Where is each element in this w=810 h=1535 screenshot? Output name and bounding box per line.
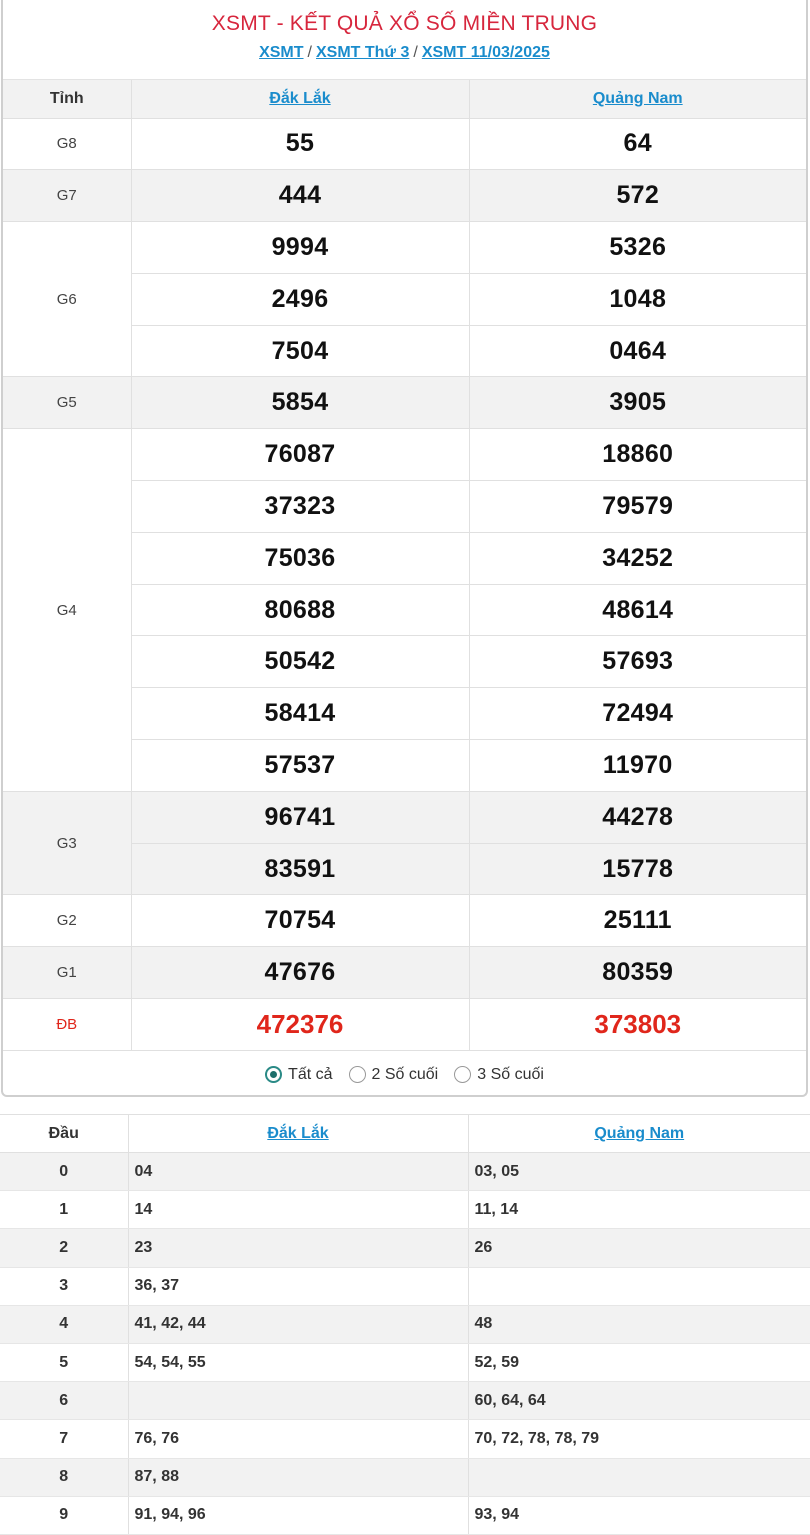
results-panel	[1, 0, 808, 1097]
special-prize-number: 472376	[131, 999, 469, 1051]
page-title: XSMT - KẾT QUẢ XỔ SỐ MIỀN TRUNG	[211, 12, 598, 35]
prize-row	[3, 118, 806, 170]
loto-values-b: 60, 64, 64	[468, 1382, 810, 1420]
loto-values-a	[128, 1382, 468, 1420]
prize-number: 11970	[469, 740, 806, 792]
column-header-province-a	[131, 80, 469, 118]
results-body	[3, 118, 806, 1050]
prize-number: 572	[469, 170, 806, 222]
prize-number: 3905	[469, 377, 806, 429]
loto-column-header-a	[128, 1115, 468, 1153]
prize-row	[3, 429, 806, 481]
prize-number: 34252	[469, 532, 806, 584]
loto-dau: 0	[0, 1153, 128, 1191]
filter-option-label: 2 Số cuối	[371, 1065, 439, 1083]
prize-number: 57693	[469, 636, 806, 688]
loto-values-b: 93, 94	[468, 1496, 810, 1534]
prize-label: G1	[3, 947, 131, 999]
column-header-dau: Đầu	[0, 1115, 128, 1153]
prize-number: 80688	[131, 584, 469, 636]
prize-number: 5326	[469, 222, 806, 274]
prize-number: 58414	[131, 688, 469, 740]
loto-dau: 5	[0, 1343, 128, 1381]
loto-values-b	[468, 1267, 810, 1305]
results-header-row	[3, 80, 806, 118]
column-header-province-b	[469, 80, 806, 118]
loto-row	[0, 1191, 810, 1229]
prize-label: G6	[3, 222, 131, 377]
breadcrumb-link-date[interactable]: XSMT 11/03/2025	[421, 44, 550, 61]
loto-row	[0, 1420, 810, 1458]
prize-number: 44278	[469, 791, 806, 843]
prize-number: 75036	[131, 532, 469, 584]
loto-values-b: 11, 14	[468, 1191, 810, 1229]
prize-number: 15778	[469, 843, 806, 895]
prize-number: 7504	[131, 325, 469, 377]
prize-number: 79579	[469, 481, 806, 533]
loto-row	[0, 1382, 810, 1420]
prize-number: 5854	[131, 377, 469, 429]
digit-filter-group	[3, 1051, 806, 1099]
loto-values-b	[468, 1458, 810, 1496]
breadcrumb-link-xsmt[interactable]: XSMT	[259, 44, 304, 61]
loto-values-a: 23	[128, 1229, 468, 1267]
results-header	[3, 0, 806, 80]
filter-option-1[interactable]	[349, 1066, 439, 1084]
prize-number: 444	[131, 170, 469, 222]
loto-values-a: 54, 54, 55	[128, 1343, 468, 1381]
loto-dau: 4	[0, 1305, 128, 1343]
loto-row	[0, 1496, 810, 1534]
prize-row	[3, 791, 806, 843]
loto-values-a: 04	[128, 1153, 468, 1191]
filter-option-label: Tất cả	[288, 1065, 333, 1083]
loto-dau: 6	[0, 1382, 128, 1420]
prize-number: 55	[131, 118, 469, 170]
breadcrumb-link-weekday[interactable]: XSMT Thứ 3	[315, 44, 410, 61]
prize-number: 47676	[131, 947, 469, 999]
breadcrumb	[3, 44, 806, 62]
radio-unselected-icon[interactable]	[349, 1066, 366, 1083]
prize-row	[3, 222, 806, 274]
loto-table	[0, 1114, 810, 1535]
prize-number: 0464	[469, 325, 806, 377]
prize-row	[3, 947, 806, 999]
loto-values-b: 52, 59	[468, 1343, 810, 1381]
filter-option-2[interactable]	[454, 1066, 544, 1084]
loto-row	[0, 1153, 810, 1191]
prize-label: G2	[3, 895, 131, 947]
prize-number: 96741	[131, 791, 469, 843]
loto-province-link-quang-nam[interactable]: Quảng Nam	[594, 1124, 685, 1142]
radio-selected-icon[interactable]	[265, 1066, 282, 1083]
loto-row	[0, 1305, 810, 1343]
results-table	[3, 80, 806, 1051]
loto-values-b: 48	[468, 1305, 810, 1343]
loto-values-a: 87, 88	[128, 1458, 468, 1496]
loto-row	[0, 1267, 810, 1305]
loto-row	[0, 1343, 810, 1381]
prize-number: 72494	[469, 688, 806, 740]
prize-label: G8	[3, 118, 131, 170]
prize-row	[3, 895, 806, 947]
loto-province-link-dak-lak[interactable]: Đắk Lắk	[267, 1124, 329, 1142]
special-prize-number: 373803	[469, 999, 806, 1051]
filter-option-label: 3 Số cuối	[477, 1065, 544, 1083]
breadcrumb-separator: /	[307, 44, 312, 61]
loto-dau: 7	[0, 1420, 128, 1458]
column-header-province: Tỉnh	[3, 80, 131, 118]
loto-panel	[0, 1114, 810, 1535]
loto-values-a: 14	[128, 1191, 468, 1229]
prize-number: 2496	[131, 273, 469, 325]
loto-dau: 2	[0, 1229, 128, 1267]
loto-values-a: 91, 94, 96	[128, 1496, 468, 1534]
prize-row	[3, 170, 806, 222]
loto-row	[0, 1458, 810, 1496]
prize-number: 50542	[131, 636, 469, 688]
loto-dau: 8	[0, 1458, 128, 1496]
breadcrumb-separator: /	[413, 44, 418, 61]
province-link-quang-nam[interactable]: Quảng Nam	[592, 89, 683, 107]
prize-number: 9994	[131, 222, 469, 274]
prize-number: 18860	[469, 429, 806, 481]
prize-row	[3, 377, 806, 429]
prize-number: 25111	[469, 895, 806, 947]
prize-label: G7	[3, 170, 131, 222]
prize-number: 70754	[131, 895, 469, 947]
loto-dau: 1	[0, 1191, 128, 1229]
prize-number: 83591	[131, 843, 469, 895]
prize-label: G5	[3, 377, 131, 429]
prize-label: G4	[3, 429, 131, 792]
prize-row	[3, 999, 806, 1051]
prize-number: 37323	[131, 481, 469, 533]
prize-number: 1048	[469, 273, 806, 325]
loto-values-b: 26	[468, 1229, 810, 1267]
loto-values-b: 03, 05	[468, 1153, 810, 1191]
prize-number: 57537	[131, 740, 469, 792]
loto-dau: 3	[0, 1267, 128, 1305]
prize-number: 76087	[131, 429, 469, 481]
filter-option-0[interactable]	[265, 1066, 332, 1084]
prize-number: 48614	[469, 584, 806, 636]
radio-unselected-icon[interactable]	[454, 1066, 471, 1083]
loto-values-a: 41, 42, 44	[128, 1305, 468, 1343]
loto-values-b: 70, 72, 78, 78, 79	[468, 1420, 810, 1458]
prize-number: 64	[469, 118, 806, 170]
prize-label: ĐB	[3, 999, 131, 1051]
prize-number: 80359	[469, 947, 806, 999]
loto-body	[0, 1153, 810, 1535]
loto-values-a: 76, 76	[128, 1420, 468, 1458]
loto-row	[0, 1229, 810, 1267]
loto-dau: 9	[0, 1496, 128, 1534]
loto-column-header-b	[468, 1115, 810, 1153]
prize-label: G3	[3, 791, 131, 895]
province-link-dak-lak[interactable]: Đắk Lắk	[269, 89, 331, 107]
loto-values-a: 36, 37	[128, 1267, 468, 1305]
loto-header-row	[0, 1115, 810, 1153]
